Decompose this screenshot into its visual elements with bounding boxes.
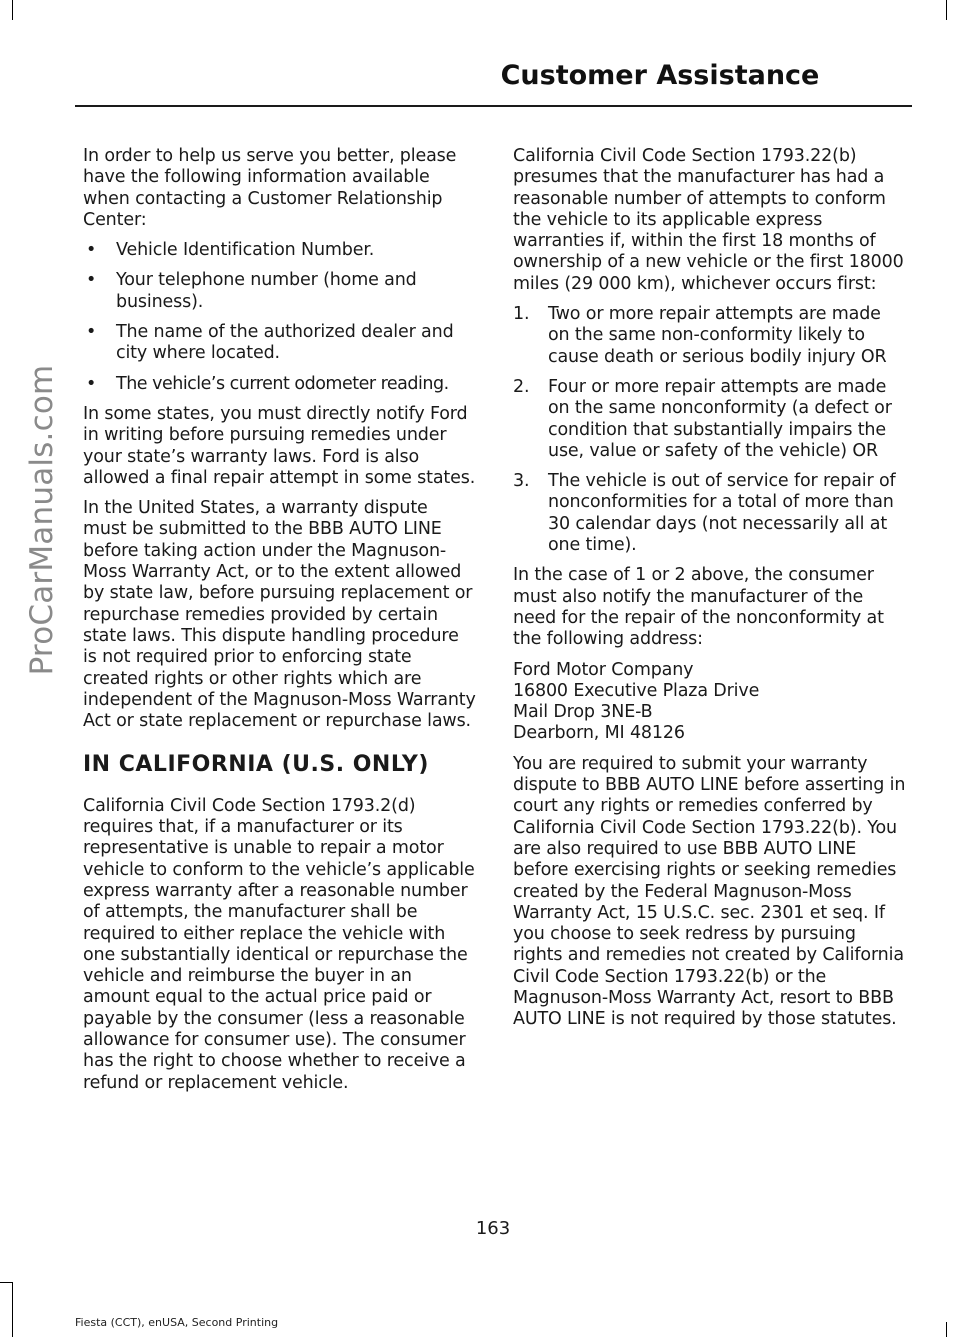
item-text: Four or more repair attempts are made on the same nonconformity (a defect or condition that substantially impairs the use, value or safety of the vehicle) OR xyxy=(548,376,892,461)
header-divider xyxy=(75,105,912,107)
right-column xyxy=(513,146,907,1040)
states-paragraph: In some states, you must directly notify Ford in writing before pursuing remedies under your state’s warranty laws. Ford is also allowed a final repair attempt in some states. xyxy=(83,403,476,488)
condition-item xyxy=(513,471,907,556)
california-code-paragraph: California Civil Code Section 1793.2(d) requires that, if a manufacturer or its representative is unable to repair a motor vehicle to conform to the vehicle’s applicable express warranty after a reasonable number of attempts, the manufacturer shall be required to either replace the vehicle with one substantially identical or repurchase the vehicle and reimburse the buyer in an amount equal to the actual price paid or payable by the consumer (less a reasonable allowance for consumer use). The consumer has the right to choose whether to receive a refund or replacement vehicle. xyxy=(83,795,475,1093)
left-column xyxy=(83,146,476,1103)
presumption-paragraph: California Civil Code Section 1793.22(b) presumes that the manufacturer has had a reasonable number of attempts to conform the vehicle to its applicable express warranties if, within the first 18 months of ownership of a new vehicle or the first 18000 miles (29 000 km), whichever occurs first: xyxy=(513,146,904,294)
bullet-item: • The name of the authorized dealer and city where located. xyxy=(83,322,476,365)
sidebar-watermark: ProCarManuals.com xyxy=(24,364,60,676)
item-number: 1. xyxy=(513,304,530,325)
condition-item xyxy=(513,377,907,462)
item-text: Two or more repair attempts are made on the same non-conformity likely to cause death or serious bodily injury OR xyxy=(548,304,887,367)
address-line: Mail Drop 3NE-B xyxy=(513,702,653,723)
crop-mark-bottom-left xyxy=(12,1282,13,1337)
address-line: Ford Motor Company xyxy=(513,659,694,680)
crop-mark-top-right xyxy=(946,0,947,20)
address-line: 16800 Executive Plaza Drive xyxy=(513,680,760,701)
item-number: 2. xyxy=(513,376,530,397)
bbb-requirement-paragraph: You are required to submit your warranty dispute to BBB AUTO LINE before asserting in court any rights or remedies conferred by California Civil Code Section 1793.22(b). You are also required to use BBB AUTO LINE before exercising rights or seeking remedies created by the Federal Magnuson-Moss Warranty Act, 15 U.S.C. sec. 2301 et seq. If you choose to seek redress by pursuing rights and remedies not created by California Civil Code Section 1793.22(b) or the Magnuson-Moss Warranty Act, resort to BBB AUTO LINE is not required by those statutes. xyxy=(513,753,906,1030)
bullet-item: • The vehicle’s current odometer reading. xyxy=(83,374,476,395)
conditions-list xyxy=(513,304,907,556)
crop-mark-top-left xyxy=(12,0,13,20)
address-line: Dearborn, MI 48126 xyxy=(513,723,685,744)
crop-mark-bottom-left-h xyxy=(0,1282,12,1283)
bullet-item: • Your telephone number (home and business). xyxy=(83,270,476,313)
ford-address xyxy=(513,660,907,745)
crop-mark-bottom-right xyxy=(946,1322,947,1337)
item-number: 3. xyxy=(513,471,530,492)
intro-paragraph: In order to help us serve you better, please have the following information available when contacting a Customer Relationship Center: xyxy=(83,146,457,230)
notify-paragraph: In the case of 1 or 2 above, the consumer must also notify the manufacturer of the need for the repair of the nonconformity at the following address: xyxy=(513,565,884,650)
condition-item xyxy=(513,304,907,368)
page-title: Customer Assistance xyxy=(500,60,820,91)
us-dispute-paragraph: In the United States, a warranty dispute must be submitted to the BBB AUTO LINE before taking action under the Magnuson-Moss Warranty Act, or to the extent allowed by state law, before pursuing replacement or repurchase remedies provided by certain state laws. This dispute handling procedure is not required prior to enforcing state created rights or other rights which are independent of the Magnuson-Moss Warranty Act or state replacement or repurchase laws. xyxy=(83,498,476,732)
item-text: The vehicle is out of service for repair of nonconformities for a total of more than 30 calendar days (not necessarily all at one time). xyxy=(548,471,896,556)
info-bullet-list xyxy=(83,240,476,395)
california-heading: IN CALIFORNIA (U.S. ONLY) xyxy=(83,752,429,778)
page-number: 163 xyxy=(475,1218,511,1239)
bullet-item: • Vehicle Identification Number. xyxy=(83,240,476,261)
footer-edition: Fiesta (CCT), enUSA, Second Printing xyxy=(75,1316,279,1329)
